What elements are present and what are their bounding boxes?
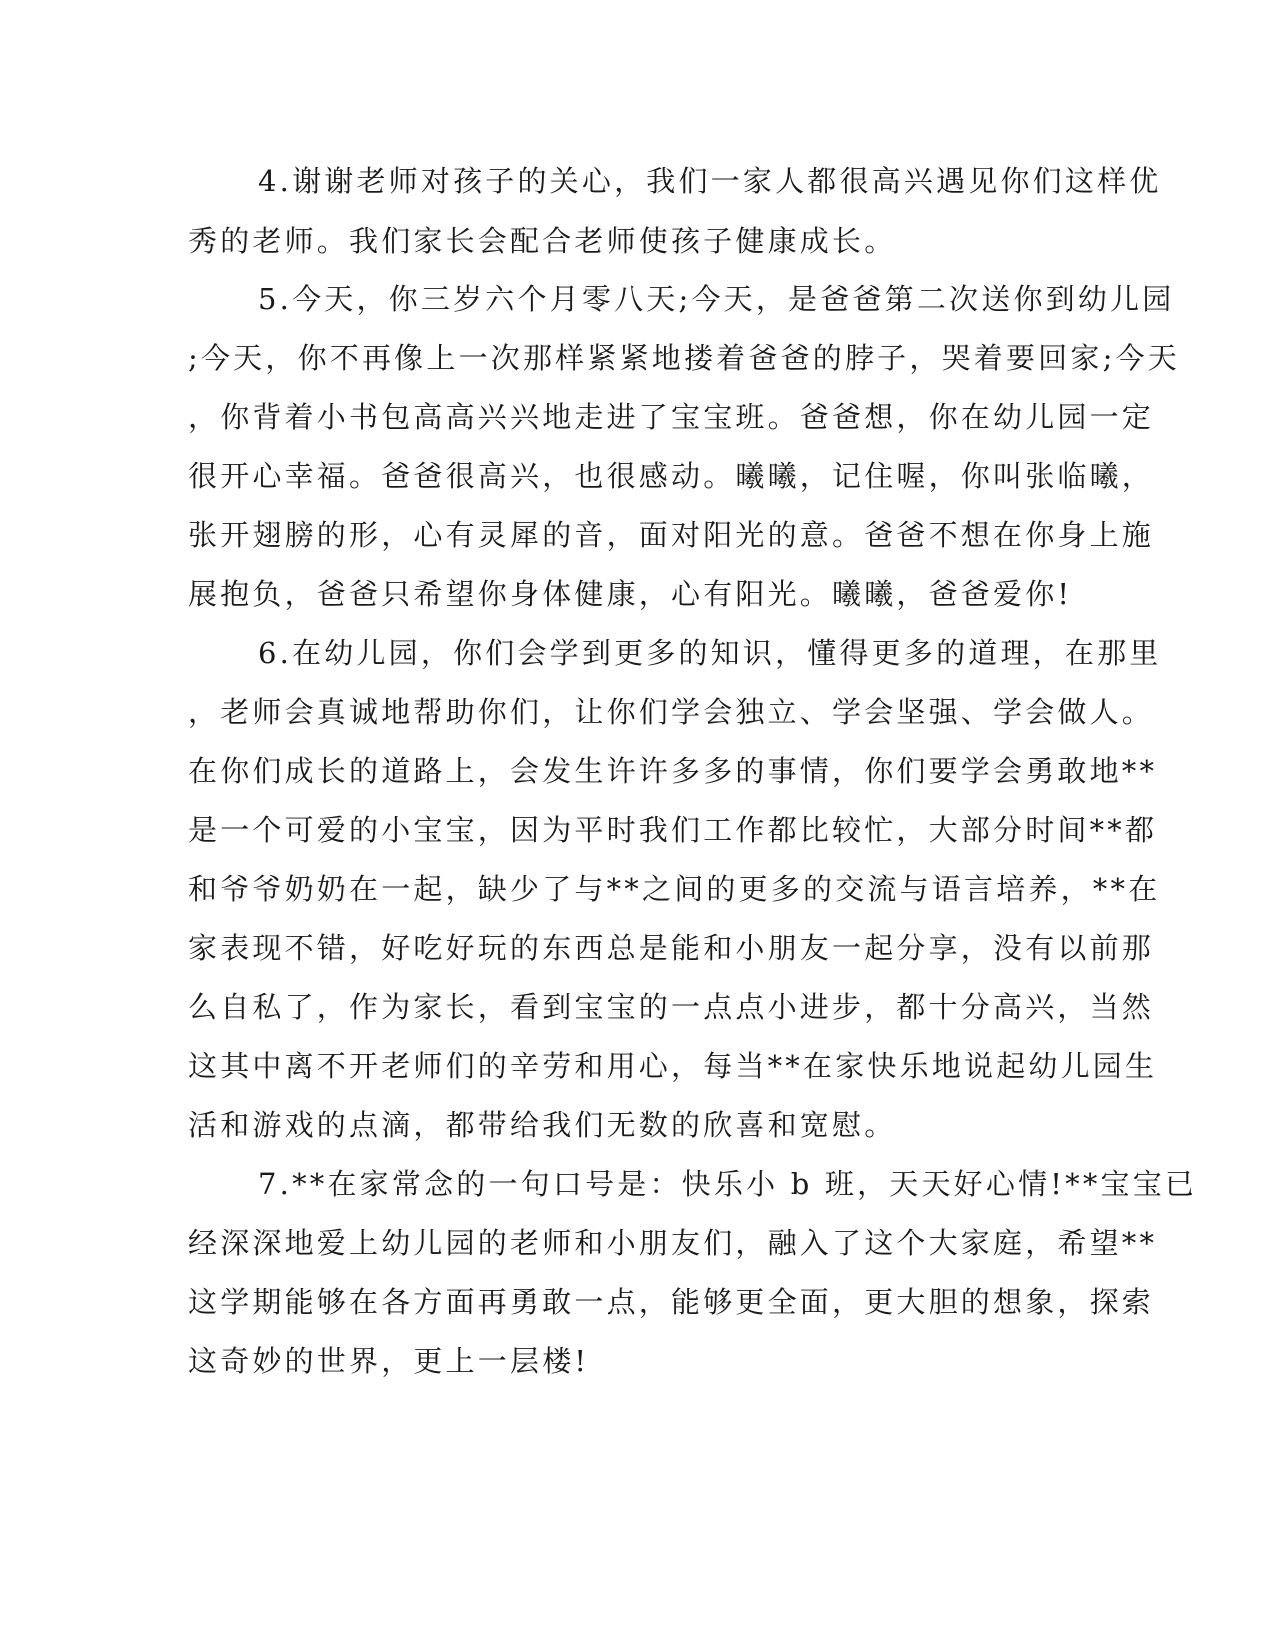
paragraph-6-line-8: 这其中离不开老师们的辛劳和用心，每当**在家快乐地说起幼儿园生	[188, 1049, 1158, 1083]
paragraph-6-line-7: 么自私了，作为家长，看到宝宝的一点点小进步，都十分高兴，当然	[188, 990, 1155, 1024]
paragraph-5-line-2: ;今天，你不再像上一次那样紧紧地搂着爸爸的脖子，哭着要回家;今天	[188, 341, 1180, 375]
paragraph-7-line-4: 这奇妙的世界，更上一层楼!	[188, 1344, 590, 1378]
paragraph-5-line-3: ，你背着小书包高高兴兴地走进了宝宝班。爸爸想，你在幼儿园一定	[188, 400, 1155, 434]
paragraph-5-line-6: 展抱负，爸爸只希望你身体健康，心有阳光。曦曦，爸爸爱你!	[188, 577, 1073, 611]
paragraph-4-line-2: 秀的老师。我们家长会配合老师使孩子健康成长。	[188, 224, 897, 258]
paragraph-4-line-1: 4.谢谢老师对孩子的关心，我们一家人都很高兴遇见你们这样优	[258, 164, 1162, 198]
paragraph-6-line-3: 在你们成长的道路上，会发生许许多多的事情，你们要学会勇敢地**	[188, 754, 1158, 788]
paragraph-5-line-4: 很开心幸福。爸爸很高兴，也很感动。曦曦，记住喔，你叫张临曦，	[188, 459, 1155, 493]
paragraph-6-line-9: 活和游戏的点滴，都带给我们无数的欣喜和宽慰。	[188, 1108, 897, 1142]
paragraph-6-line-1: 6.在幼儿园，你们会学到更多的知识，懂得更多的道理，在那里	[258, 636, 1162, 670]
paragraph-6-line-2: ，老师会真诚地帮助你们，让你们学会独立、学会坚强、学会做人。	[188, 695, 1155, 729]
paragraph-5-line-5: 张开翅膀的形，心有灵犀的音，面对阳光的意。爸爸不想在你身上施	[188, 518, 1155, 552]
paragraph-7-line-1: 7.**在家常念的一句口号是：快乐小 b 班，天天好心情!**宝宝已	[258, 1167, 1198, 1201]
paragraph-6-line-4: 是一个可爱的小宝宝，因为平时我们工作都比较忙，大部分时间**都	[188, 813, 1158, 847]
paragraph-6-line-6: 家表现不错，好吃好玩的东西总是能和小朋友一起分享，没有以前那	[188, 931, 1155, 965]
paragraph-7-line-2: 经深深地爱上幼儿园的老师和小朋友们，融入了这个大家庭，希望**	[188, 1226, 1158, 1260]
paragraph-6-line-5: 和爷爷奶奶在一起，缺少了与**之间的更多的交流与语言培养，**在	[188, 872, 1161, 906]
paragraph-7-line-3: 这学期能够在各方面再勇敢一点，能够更全面，更大胆的想象，探索	[188, 1285, 1155, 1319]
paragraph-5-line-1: 5.今天，你三岁六个月零八天;今天，是爸爸第二次送你到幼儿园	[258, 282, 1175, 316]
